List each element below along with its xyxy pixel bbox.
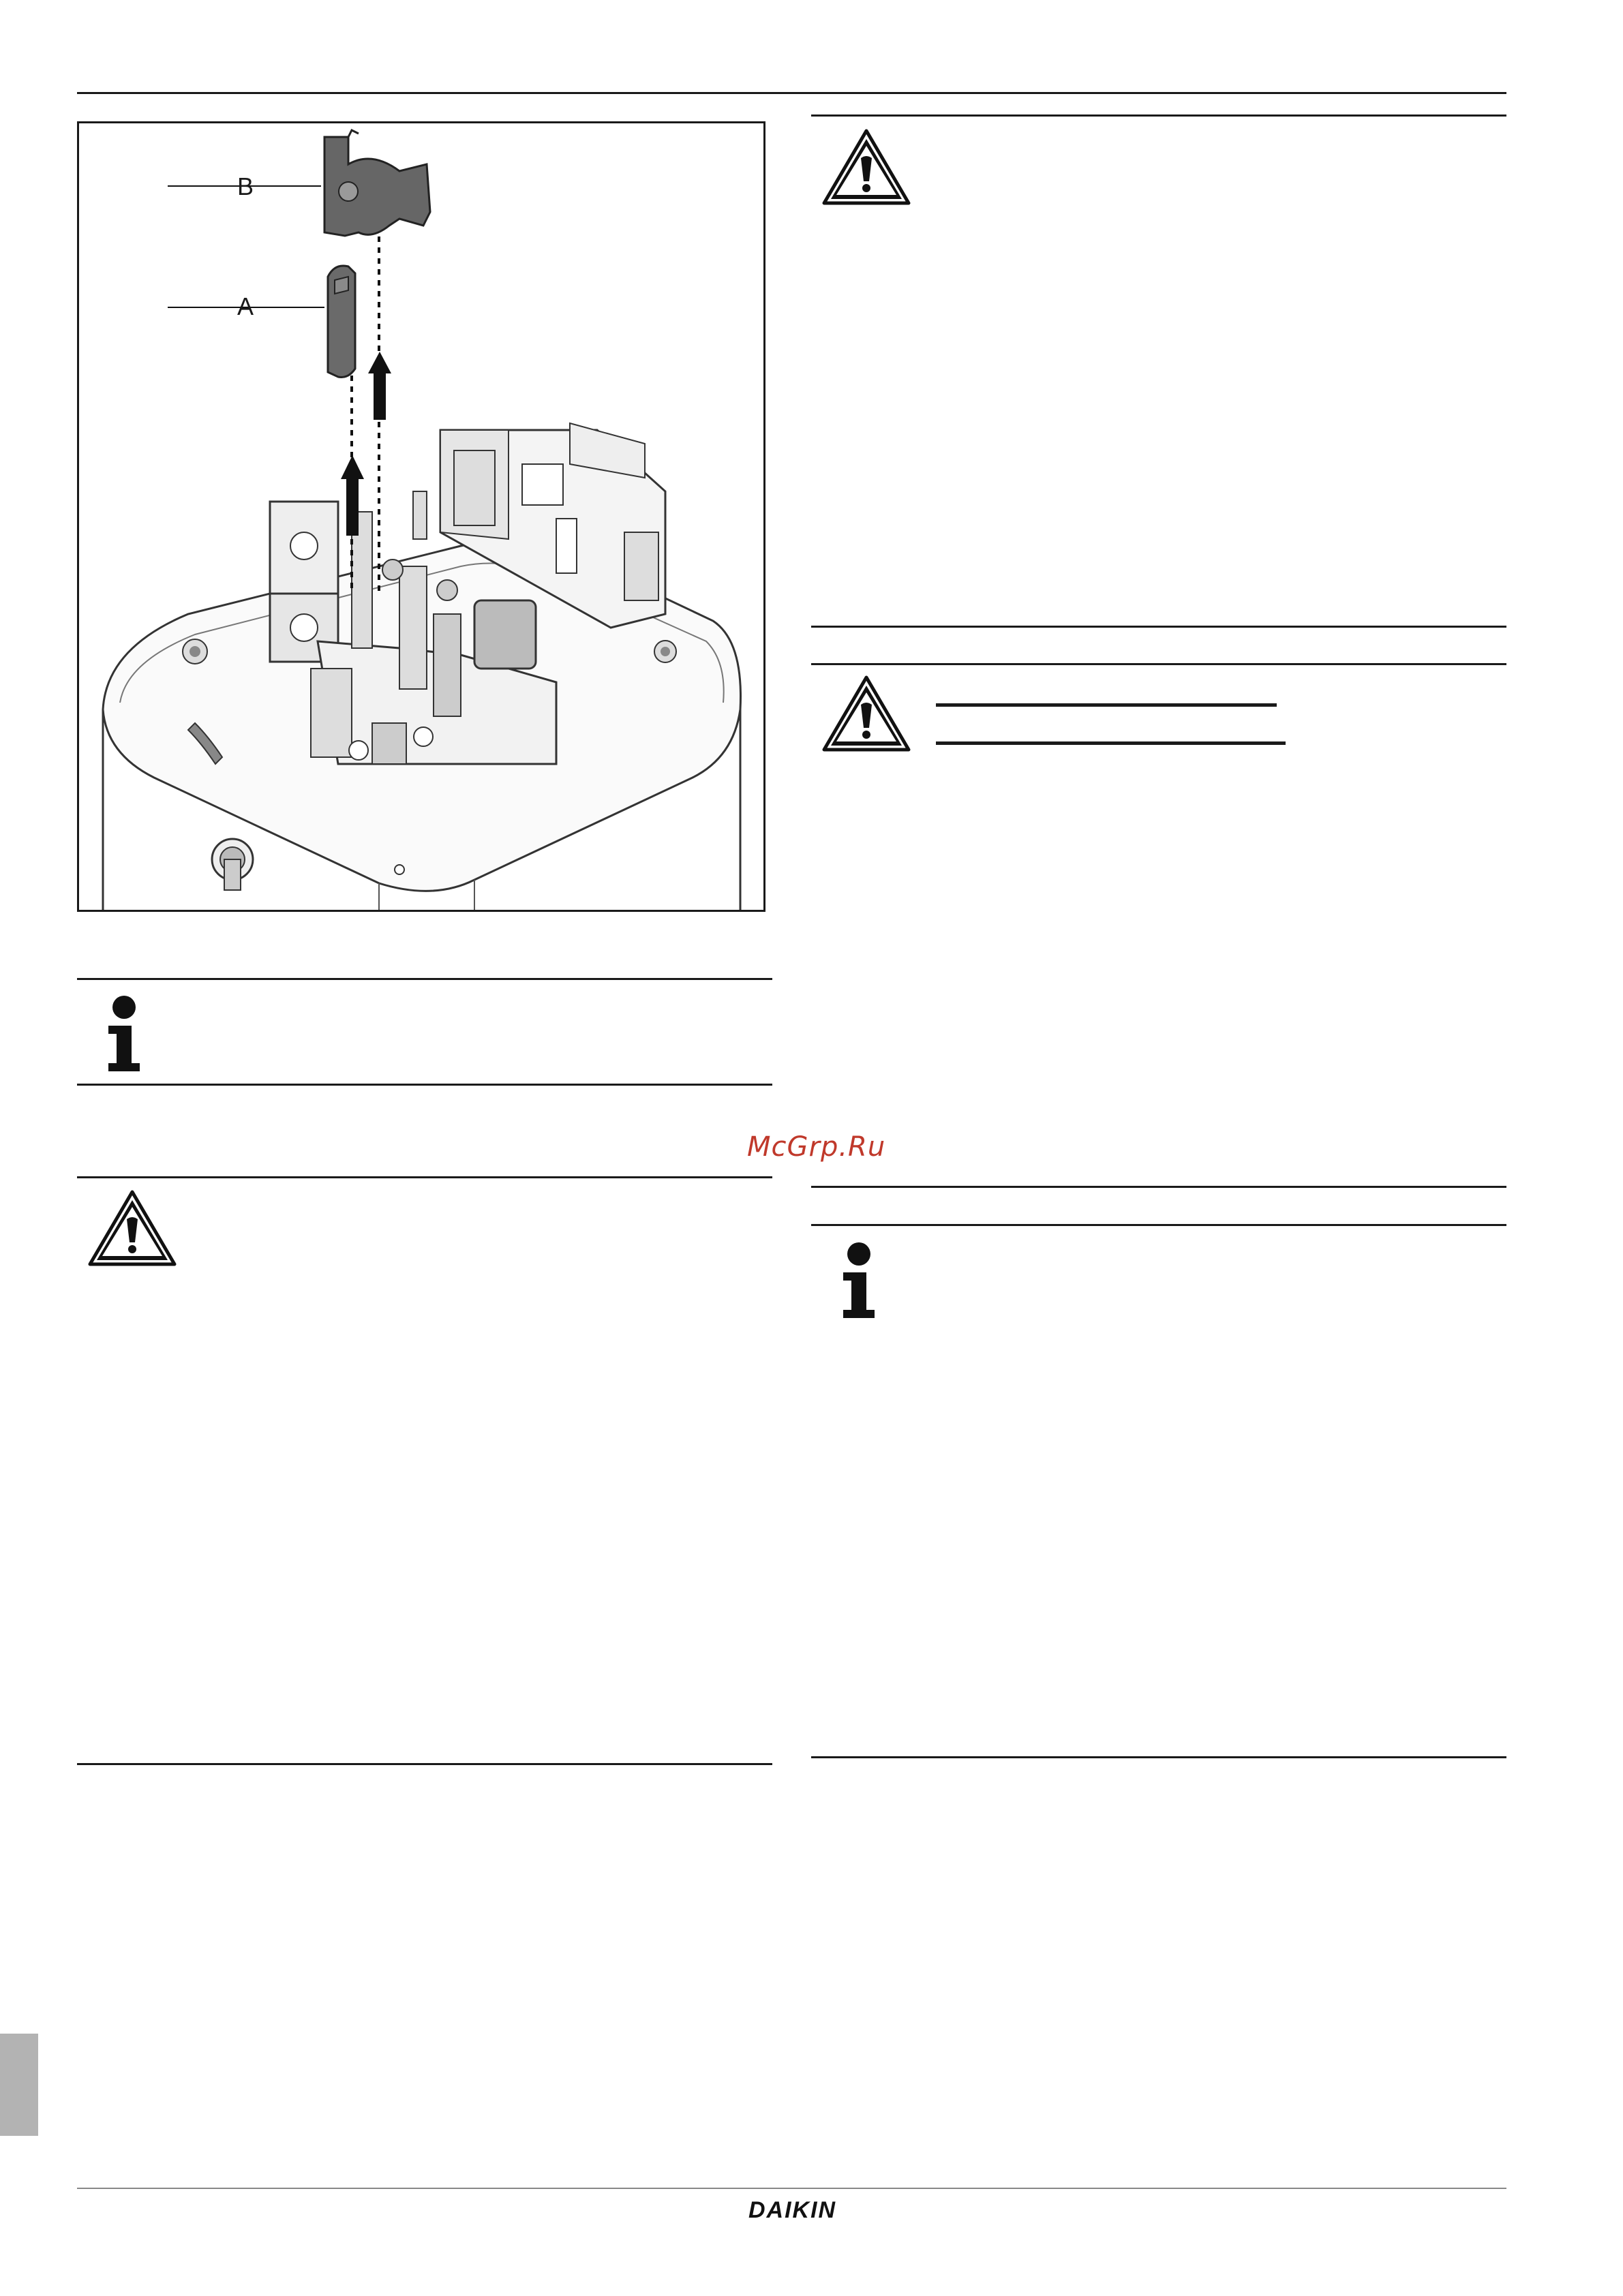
information-icon [834,1242,885,1320]
watermark-text: McGrp.Ru [747,1131,886,1163]
warning-triangle-icon [821,675,911,753]
right-info-bottom-rule [811,1756,1506,1758]
callout-label-a: A [237,292,254,320]
warning-box-top-rule [77,1176,772,1178]
installation-figure [77,121,765,912]
warning-underline-1 [936,703,1277,707]
info-box-bottom-rule [77,1084,772,1086]
right-warning-top-rule [811,114,1506,117]
footer-rule [77,2188,1506,2189]
warning-triangle-icon [87,1189,177,1268]
right-info-top-rule [811,1224,1506,1226]
information-icon [99,995,150,1073]
header-rule [77,92,1506,94]
daikin-logo: DAIKIN [748,2197,837,2223]
warning-box-bottom-rule [77,1763,772,1765]
warning-underline-2 [936,741,1286,745]
right-info-header-rule [811,1186,1506,1188]
info-box-top-rule [77,978,772,980]
right-warning-bottom-rule [811,626,1506,628]
side-chapter-tab [0,2034,38,2136]
callout-label-b: B [237,172,254,200]
warning-triangle-icon [821,128,911,206]
unit-illustration [79,123,763,910]
right-warning2-top-rule [811,663,1506,665]
